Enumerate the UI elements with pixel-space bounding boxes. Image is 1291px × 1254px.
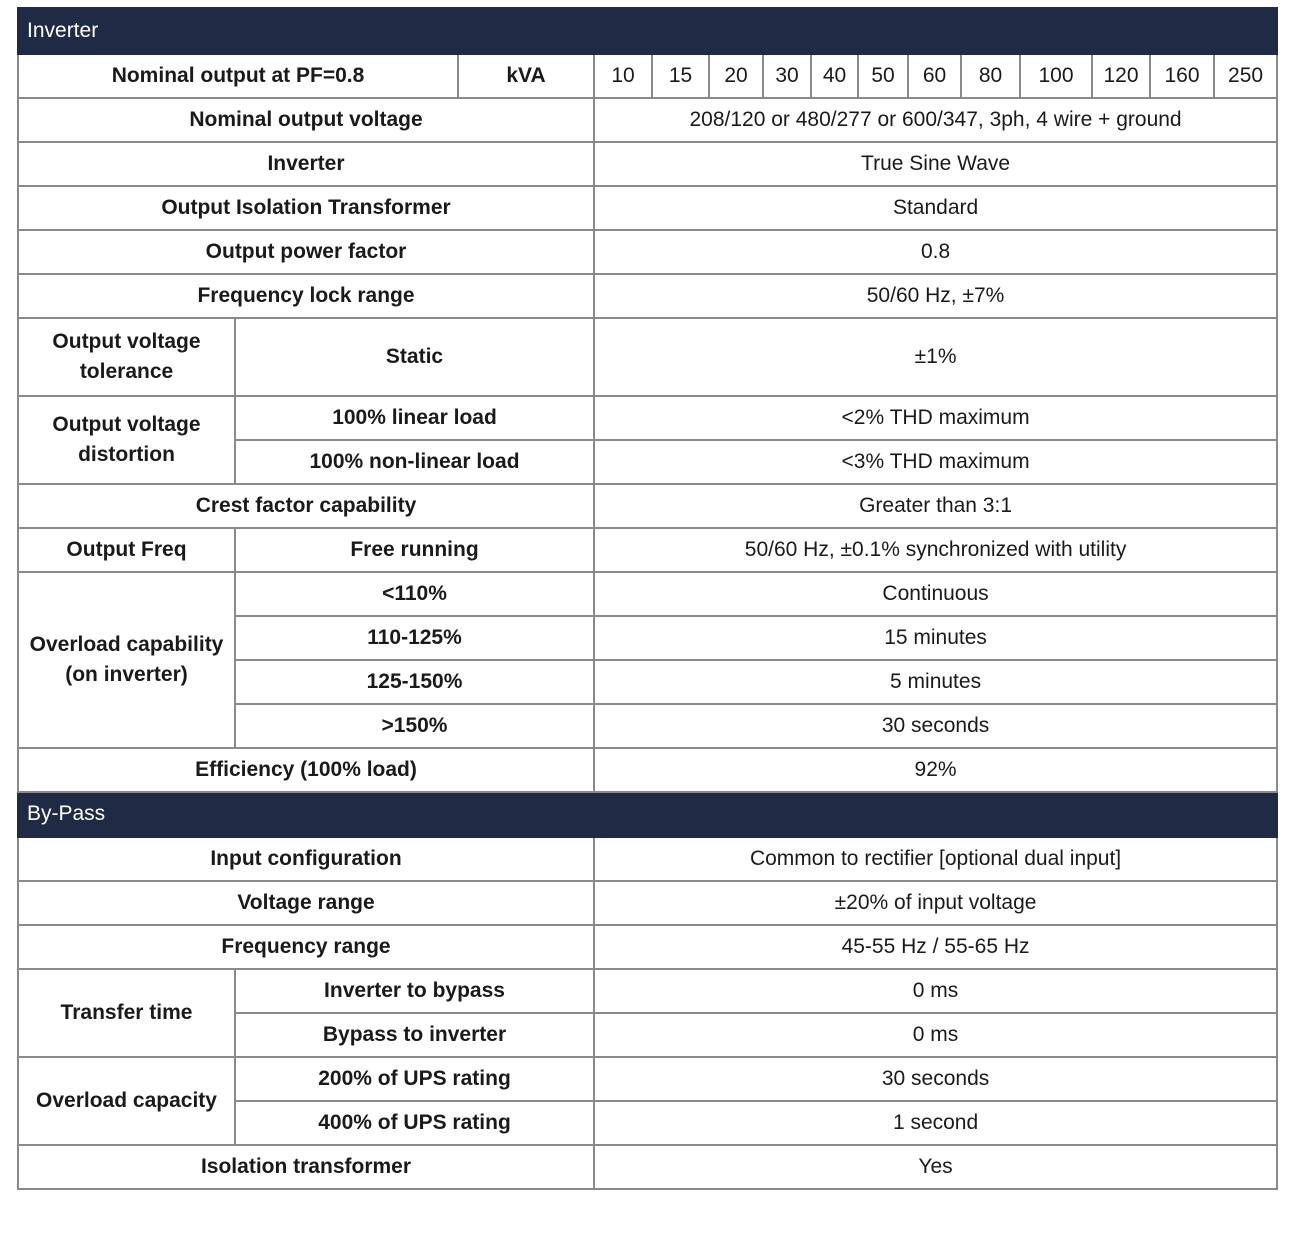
row-label: Output Isolation Transformer <box>18 186 594 230</box>
row-value: 5 minutes <box>594 660 1277 704</box>
table-row <box>18 881 1277 925</box>
row-value: 1 second <box>594 1101 1277 1145</box>
row-label: Efficiency (100% load) <box>18 748 594 792</box>
row-value: 30 seconds <box>594 704 1277 748</box>
sub-label: Free running <box>235 528 594 572</box>
row-label: Nominal output voltage <box>18 98 594 142</box>
row-value: 92% <box>594 748 1277 792</box>
sub-label: 400% of UPS rating <box>235 1101 594 1145</box>
kva-value: 160 <box>1150 54 1214 98</box>
kva-value: 100 <box>1020 54 1092 98</box>
row-label: Voltage range <box>18 881 594 925</box>
group-label: Output Freq <box>18 528 235 572</box>
table-row <box>18 98 1277 142</box>
section-header-inverter <box>18 8 1277 54</box>
row-value: Greater than 3:1 <box>594 484 1277 528</box>
group-label: Output voltage tolerance <box>18 318 235 396</box>
section-title: By-Pass <box>18 792 1277 837</box>
row-value: 208/120 or 480/277 or 600/347, 3ph, 4 wire + ground <box>594 98 1277 142</box>
sub-label: Bypass to inverter <box>235 1013 594 1057</box>
row-value: 45-55 Hz / 55-65 Hz <box>594 925 1277 969</box>
sub-label: Inverter to bypass <box>235 969 594 1013</box>
nominal-output-label: Nominal output at PF=0.8 <box>18 54 458 98</box>
row-value: True Sine Wave <box>594 142 1277 186</box>
kva-value: 60 <box>908 54 961 98</box>
row-value: Common to rectifier [optional dual input] <box>594 837 1277 881</box>
kva-value: 20 <box>709 54 763 98</box>
table-row <box>18 572 1277 616</box>
kva-label: kVA <box>458 54 594 98</box>
row-value: 50/60 Hz, ±7% <box>594 274 1277 318</box>
sub-label: 100% non-linear load <box>235 440 594 484</box>
sub-label: 100% linear load <box>235 396 594 440</box>
row-value: <2% THD maximum <box>594 396 1277 440</box>
row-value: <3% THD maximum <box>594 440 1277 484</box>
spec-sheet <box>17 7 1276 1190</box>
sub-label: 200% of UPS rating <box>235 1057 594 1101</box>
row-value: ±20% of input voltage <box>594 881 1277 925</box>
table-row <box>18 969 1277 1013</box>
sub-label: 110-125% <box>235 616 594 660</box>
kva-value: 10 <box>594 54 652 98</box>
table-row <box>18 925 1277 969</box>
table-row <box>18 274 1277 318</box>
table-row <box>18 142 1277 186</box>
table-row <box>18 484 1277 528</box>
kva-value: 50 <box>858 54 908 98</box>
row-label: Crest factor capability <box>18 484 594 528</box>
kva-value: 30 <box>763 54 811 98</box>
row-value: ±1% <box>594 318 1277 396</box>
kva-value: 80 <box>961 54 1020 98</box>
sub-label: Static <box>235 318 594 396</box>
kva-value: 40 <box>811 54 858 98</box>
row-label: Frequency range <box>18 925 594 969</box>
row-value: 50/60 Hz, ±0.1% synchronized with utility <box>594 528 1277 572</box>
row-label: Isolation transformer <box>18 1145 594 1189</box>
table-row <box>18 186 1277 230</box>
row-value: Continuous <box>594 572 1277 616</box>
table-row <box>18 318 1277 396</box>
table-row <box>18 1145 1277 1189</box>
sub-label: >150% <box>235 704 594 748</box>
group-label: Overload capacity <box>18 1057 235 1145</box>
row-value: 0 ms <box>594 969 1277 1013</box>
group-label: Output voltage distortion <box>18 396 235 484</box>
row-value: 0.8 <box>594 230 1277 274</box>
row-label: Frequency lock range <box>18 274 594 318</box>
table-row <box>18 230 1277 274</box>
group-label: Transfer time <box>18 969 235 1057</box>
kva-value: 250 <box>1214 54 1277 98</box>
row-label: Output power factor <box>18 230 594 274</box>
spec-table <box>17 7 1278 1190</box>
table-row <box>18 528 1277 572</box>
row-value: 15 minutes <box>594 616 1277 660</box>
table-row <box>18 748 1277 792</box>
kva-value: 120 <box>1092 54 1150 98</box>
sub-label: 125-150% <box>235 660 594 704</box>
sub-label: <110% <box>235 572 594 616</box>
row-label: Inverter <box>18 142 594 186</box>
row-value: 0 ms <box>594 1013 1277 1057</box>
table-row <box>18 396 1277 440</box>
row-label: Input configuration <box>18 837 594 881</box>
table-row <box>18 54 1277 98</box>
table-row <box>18 837 1277 881</box>
kva-value: 15 <box>652 54 709 98</box>
row-value: Standard <box>594 186 1277 230</box>
row-value: Yes <box>594 1145 1277 1189</box>
group-label: Overload capability (on inverter) <box>18 572 235 748</box>
section-title: Inverter <box>18 8 1277 54</box>
section-header-bypass <box>18 792 1277 837</box>
table-row <box>18 1057 1277 1101</box>
row-value: 30 seconds <box>594 1057 1277 1101</box>
